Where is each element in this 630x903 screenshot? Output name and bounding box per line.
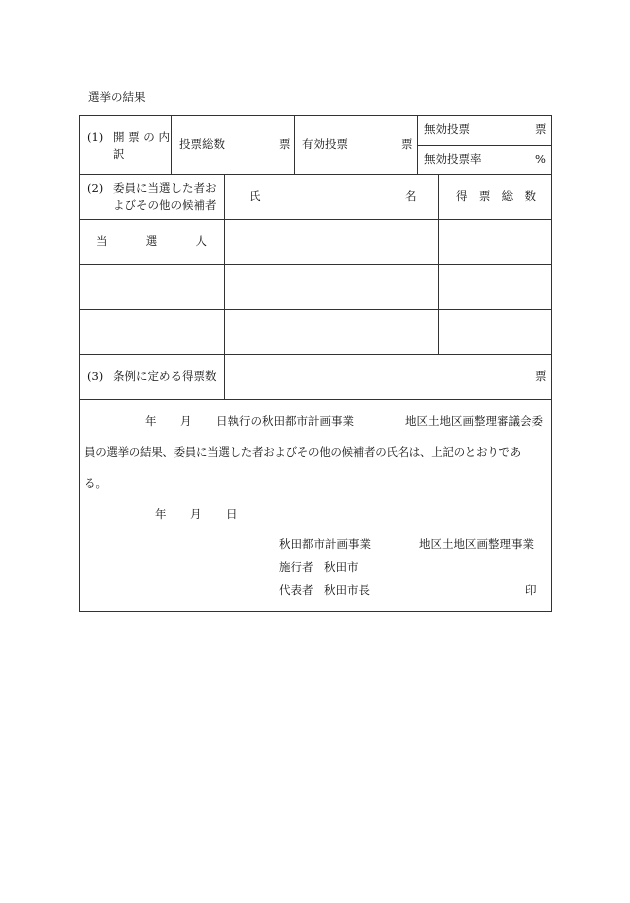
row-divider [79,264,552,265]
votes-header-char: 票 [478,189,491,203]
seal-mark: 印 [525,583,537,597]
section3-label: 条例に定める得票数 [113,369,217,383]
section2-label-line2: よびその他の候補者 [113,198,217,212]
notice-month: 月 [180,414,192,428]
invalid-rate-unit: % [535,152,546,166]
section2-label-line1: 委員に当選した者お [113,181,217,195]
representative-label: 代表者 [279,583,314,597]
project-name: 秋田都市計画事業 [279,537,371,551]
operator-label: 施行者 [279,560,314,574]
votes-header-char: 総 [501,189,514,203]
notice-line1-tail: 地区土地区画整理審議会委 [405,414,543,428]
notice-day-text: 日執行の秋田都市計画事業 [216,414,354,428]
date-month: 月 [190,507,202,521]
notice-line3: る。 [84,476,107,490]
invalid-rate-label: 無効投票率 [424,152,482,166]
notice-year: 年 [145,414,157,428]
total-votes-unit: 票 [279,137,291,151]
row-divider [79,309,552,310]
invalid-votes-label: 無効投票 [424,122,470,136]
section1-label-line2: 訳 [113,147,125,161]
total-votes-label: 投票総数 [179,137,225,151]
notice-line2: 員の選挙の結果、委員に当選した者およびその他の候補者の氏名は、上記のとおりであ [84,445,521,459]
section1-number: (1) [87,130,104,144]
section3-unit: 票 [535,369,547,383]
valid-votes-unit: 票 [401,137,413,151]
col-divider [171,115,172,174]
section3-number: (3) [87,369,104,383]
votes-total-header [456,191,536,203]
col-divider [417,115,418,174]
row-divider [79,354,552,355]
date-year: 年 [155,507,167,521]
elected-char: 選 [145,234,158,248]
project-tail: 地区土地区画整理事業 [419,537,534,551]
row-divider [417,145,552,146]
valid-votes-label: 有効投票 [302,137,348,151]
name-header-left: 氏 [249,189,261,203]
row-divider [79,219,552,220]
col-divider [224,174,225,399]
section1-label-line1: 開 票 の 内 [113,130,170,144]
elected-char: 人 [195,234,207,248]
elected-char: 当 [96,234,108,248]
name-header-right: 名 [405,189,417,203]
col-divider [438,174,439,354]
representative-value: 秋田市長 [324,583,370,597]
date-day: 日 [226,507,238,521]
row-divider [79,399,552,400]
invalid-votes-unit: 票 [535,122,547,136]
row-divider [79,174,552,175]
col-divider [294,115,295,174]
document-title: 選挙の結果 [88,90,146,104]
operator-value: 秋田市 [324,560,359,574]
elected-label [96,236,207,248]
section2-number: (2) [87,181,104,195]
votes-header-char: 得 [456,189,468,203]
votes-header-char: 数 [524,189,536,203]
